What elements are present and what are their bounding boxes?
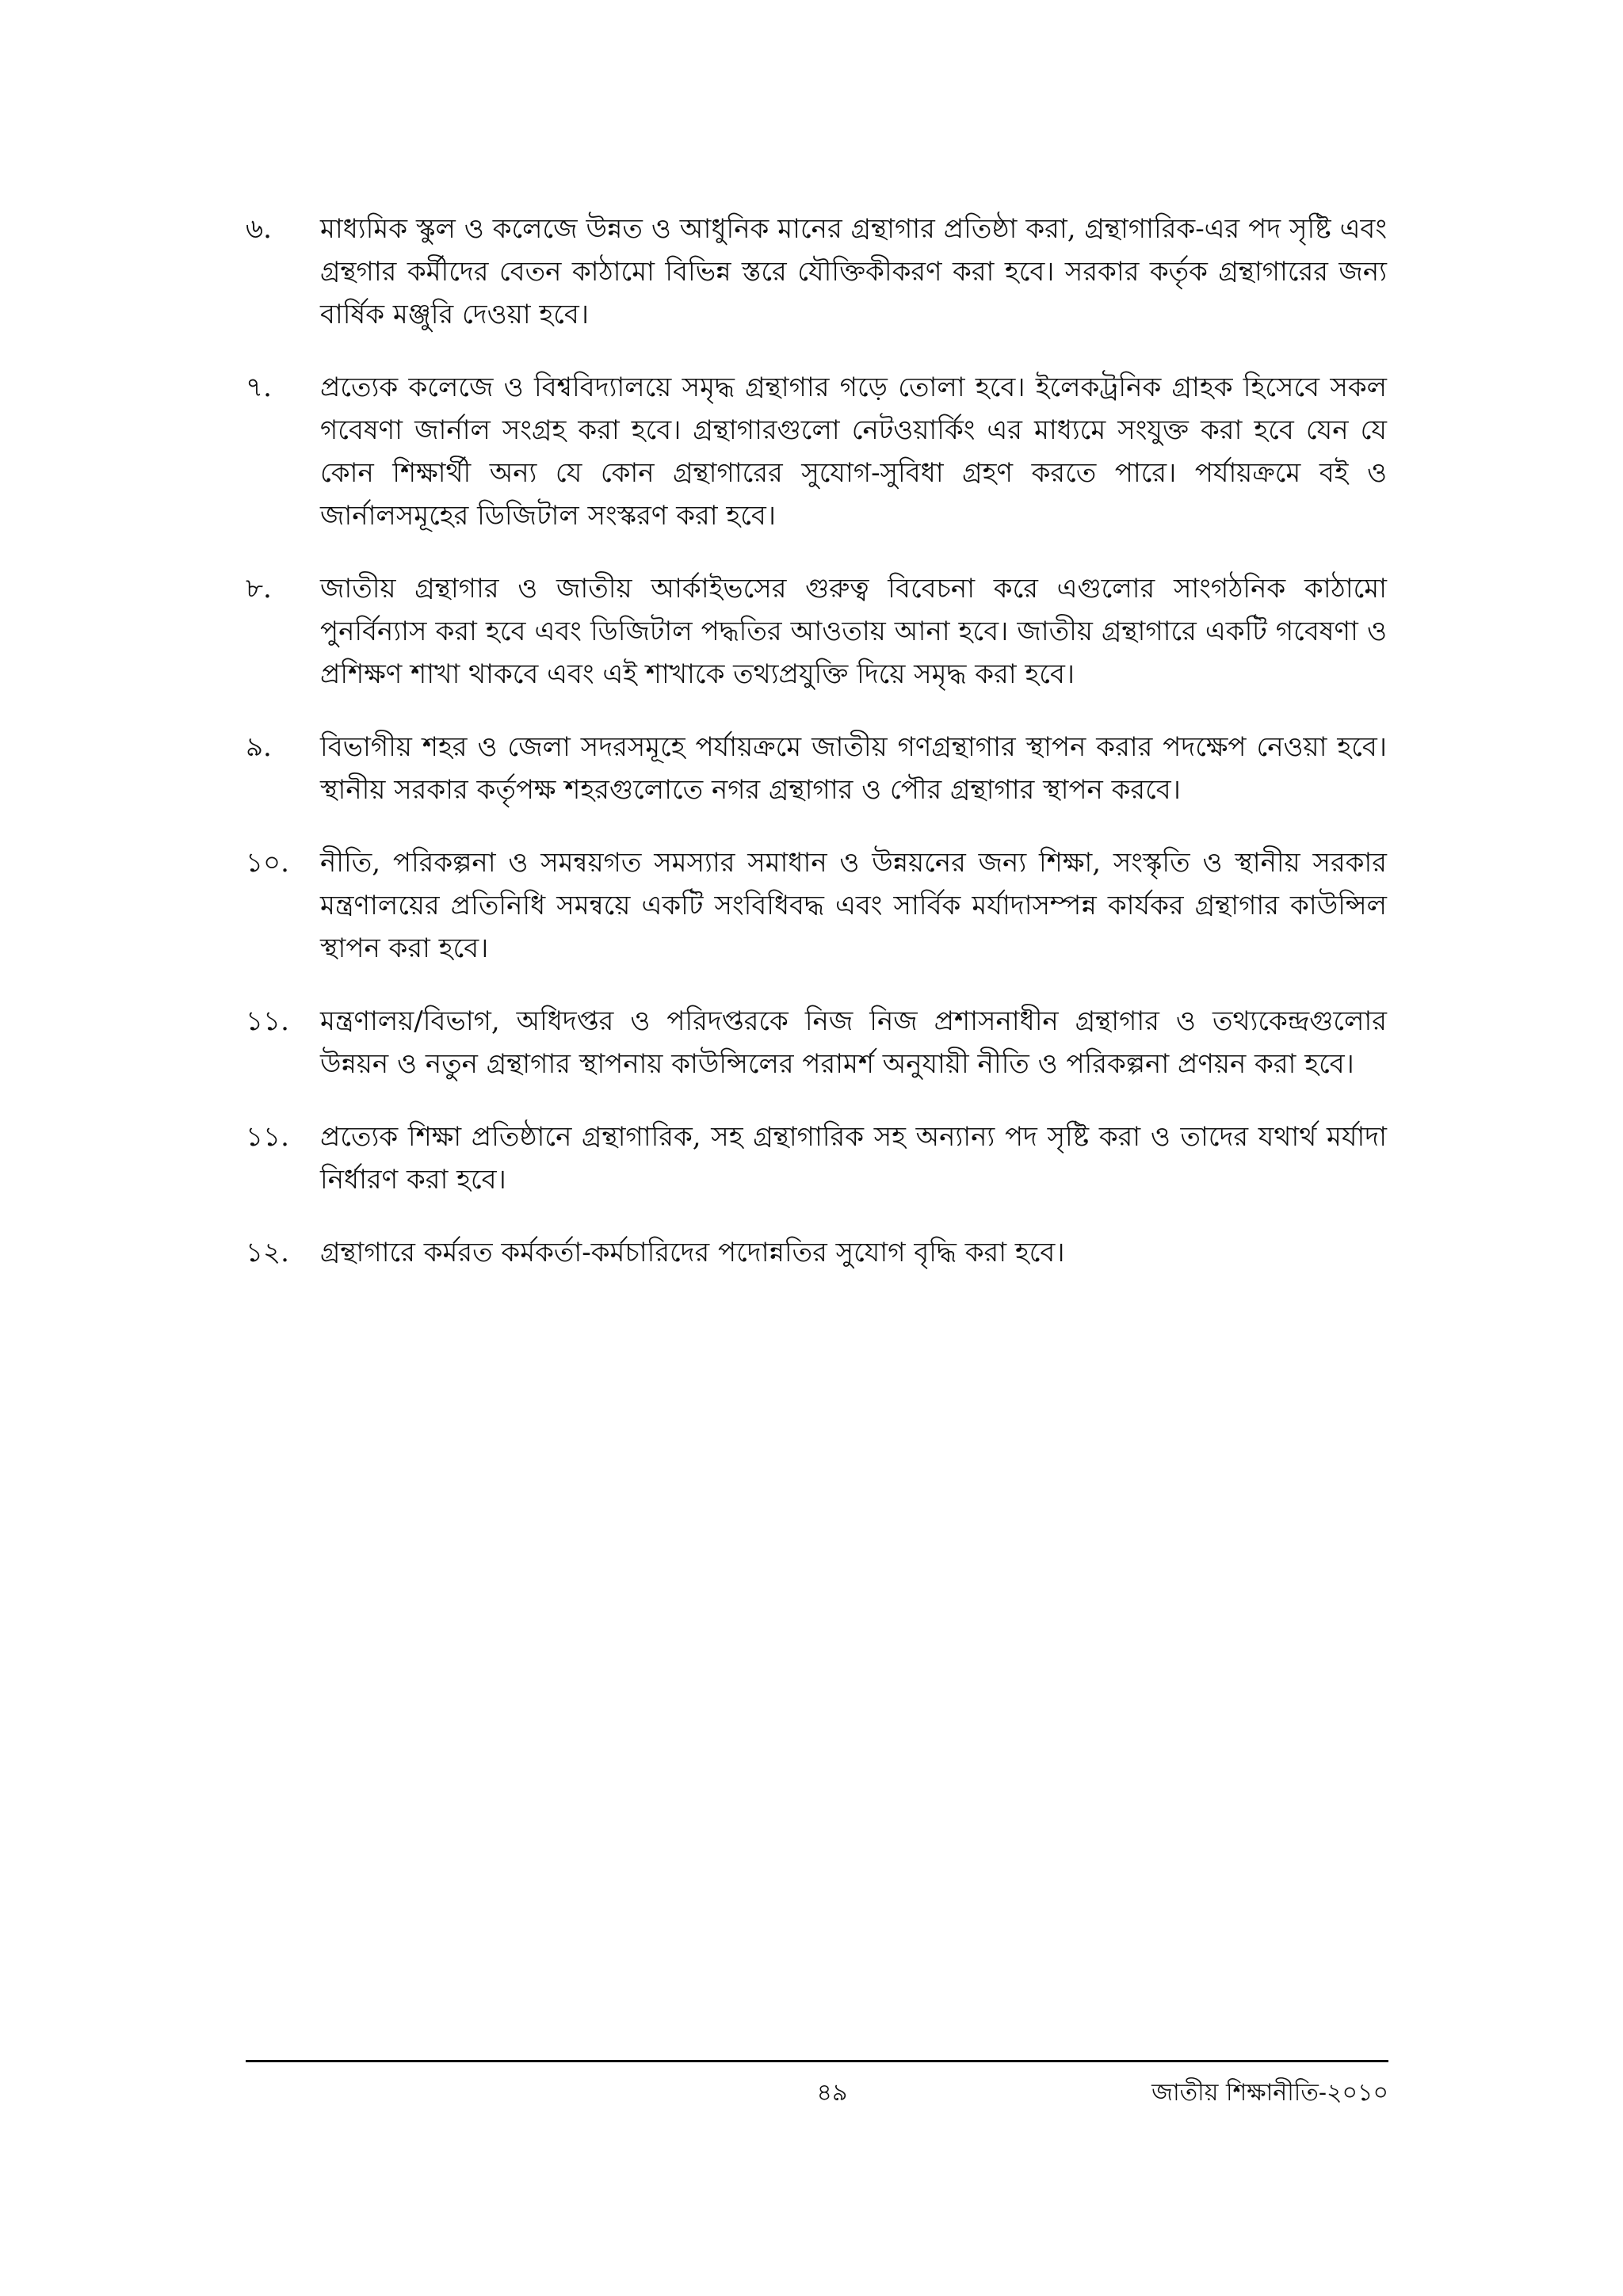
page-number: ৪৯ [816, 2079, 848, 2107]
item-number: ৬. [246, 213, 272, 245]
item-number: ১২. [246, 1237, 289, 1268]
list-item [246, 1000, 1387, 1085]
footer-divider [246, 2060, 1388, 2062]
list-item [246, 208, 1387, 336]
item-number: ১১. [246, 1121, 289, 1153]
list-item [246, 567, 1387, 696]
list-item [246, 366, 1387, 537]
item-text: প্রত্যেক কলেজে ও বিশ্ববিদ্যালয়ে সমৃদ্ধ গ্রন্থাগার গড়ে তোলা হবে। ইলেকট্রনিক গ্রাহক হিসেবে সকল গবেষণা জার্নাল সংগ্রহ করা হবে। গ্রন্থাগারগুলো নেটওয়ার্কিং এর মাধ্যমে সংযুক্ত করা হবে যেন যে কোন শিক্ষার্থী অন্য যে কোন গ্রন্থাগারের সুযোগ-সুবিধা গ্রহণ করতে পারে। পর্যায়ক্রমে বই ও জার্নালসমূহের ডিজিটাল সংস্করণ করা হবে। [320, 372, 1387, 532]
item-number: ১১. [246, 1005, 289, 1037]
item-number: ৭. [246, 372, 272, 403]
list-item [246, 1231, 1387, 1274]
list-item [246, 726, 1387, 811]
item-number: ৯. [246, 731, 272, 763]
item-number: ১০. [246, 847, 289, 879]
item-text: নীতি, পরিকল্পনা ও সমন্বয়গত সমস্যার সমাধান ও উন্নয়নের জন্য শিক্ষা, সংস্কৃতি ও স্থানীয় সরকার মন্ত্রণালয়ের প্রতিনিধি সমন্বয়ে একটি সংবিধিবদ্ধ এবং সার্বিক মর্যাদাসম্পন্ন কার্যকর গ্রন্থাগার কাউন্সিল স্থাপন করা হবে। [320, 847, 1387, 964]
document-body [246, 208, 1387, 1304]
list-item [246, 1116, 1387, 1201]
item-text: জাতীয় গ্রন্থাগার ও জাতীয় আর্কাইভসের গুরুত্ব বিবেচনা করে এগুলোর সাংগঠনিক কাঠামো পুনর্বিন্যাস করা হবে এবং ডিজিটাল পদ্ধতির আওতায় আনা হবে। জাতীয় গ্রন্থাগারে একটি গবেষণা ও প্রশিক্ষণ শাখা থাকবে এবং এই শাখাকে তথ্যপ্রযুক্তি দিয়ে সমৃদ্ধ করা হবে। [320, 573, 1387, 690]
item-number: ৮. [246, 573, 272, 605]
item-text: প্রত্যেক শিক্ষা প্রতিষ্ঠানে গ্রন্থাগারিক, সহ গ্রন্থাগারিক সহ অন্যান্য পদ সৃষ্টি করা ও তাদের যথার্থ মর্যাদা নির্ধারণ করা হবে। [320, 1121, 1387, 1196]
item-text: গ্রন্থাগারে কর্মরত কর্মকর্তা-কর্মচারিদের পদোন্নতির সুযোগ বৃদ্ধি করা হবে। [320, 1237, 1065, 1268]
list-item [246, 841, 1387, 970]
running-title: জাতীয় শিক্ষানীতি-২০১০ [1151, 2079, 1388, 2107]
item-text: মাধ্যমিক স্কুল ও কলেজে উন্নত ও আধুনিক মানের গ্রন্থাগার প্রতিষ্ঠা করা, গ্রন্থাগারিক-এর পদ সৃষ্টি এবং গ্রন্থগার কর্মীদের বেতন কাঠামো বিভিন্ন স্তরে যৌক্তিকীকরণ করা হবে। সরকার কর্তৃক গ্রন্থাগারের জন্য বার্ষিক মঞ্জুরি দেওয়া হবে। [320, 213, 1387, 330]
item-text: মন্ত্রণালয়/বিভাগ, অধিদপ্তর ও পরিদপ্তরকে নিজ নিজ প্রশাসনাধীন গ্রন্থাগার ও তথ্যকেন্দ্রগুলোর উন্নয়ন ও নতুন গ্রন্থাগার স্থাপনায় কাউন্সিলের পরামর্শ অনুযায়ী নীতি ও পরিকল্পনা প্রণয়ন করা হবে। [320, 1005, 1387, 1080]
item-text: বিভাগীয় শহর ও জেলা সদরসমূহে পর্যায়ক্রমে জাতীয় গণগ্রন্থাগার স্থাপন করার পদক্ষেপ নেওয়া হবে। স্থানীয় সরকার কর্তৃপক্ষ শহরগুলোতে নগর গ্রন্থাগার ও পৌর গ্রন্থাগার স্থাপন করবে। [320, 731, 1387, 806]
